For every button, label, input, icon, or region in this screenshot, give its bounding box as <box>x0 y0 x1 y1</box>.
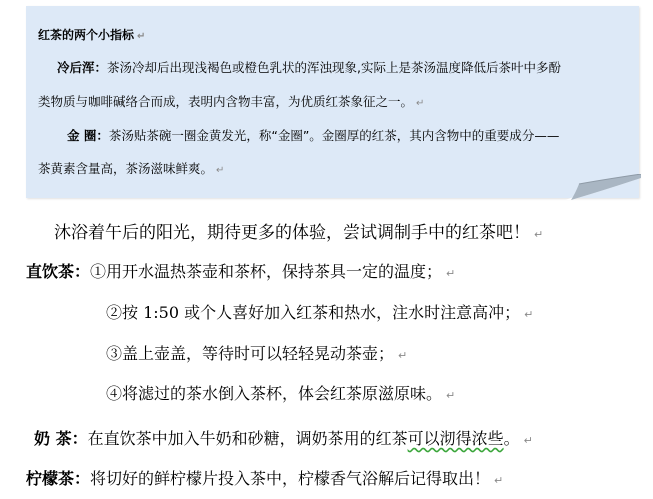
paragraph-mark: ↵ <box>524 308 534 321</box>
page-curl-fold <box>565 174 641 200</box>
straight-tea-step3: ③盖上壶盖，等待时可以轻轻晃动茶壶； ↵ <box>106 344 408 363</box>
paragraph-mark: ↵ <box>494 474 504 487</box>
milk-tea-label: 奶 茶： <box>34 429 88 448</box>
note-title: 红茶的两个小指标 ↵ <box>38 28 146 42</box>
paragraph-mark: ↵ <box>216 165 225 176</box>
lemon-tea-line: 柠檬茶：将切好的鲜柠檬片投入茶中，柠檬香气浴解后记得取出！ ↵ <box>26 469 504 488</box>
note-term-gold-ring: 金 圈： <box>67 128 109 143</box>
paragraph-mark: ↵ <box>523 434 533 447</box>
note-term-cold-cloud: 冷后浑： <box>57 60 108 75</box>
straight-tea-step2: ②按 1:50 或个人喜好加入红茶和热水，注水时注意高冲； ↵ <box>106 303 534 322</box>
paragraph-mark: ↵ <box>416 98 425 109</box>
intro-text: 沐浴着午后的阳光，期待更多的体验，尝试调制手中的红茶吧！ ↵ <box>54 223 544 243</box>
paragraph-mark: ↵ <box>398 349 408 362</box>
straight-tea-step4: ④将滤过的茶水倒入茶杯，体会红茶原滋原味。 ↵ <box>106 384 456 403</box>
note-item-gold-ring-cont: 茶黄素含量高，茶汤滋味鲜爽。 ↵ <box>38 161 225 176</box>
paragraph-mark: ↵ <box>446 267 456 280</box>
paragraph-mark: ↵ <box>446 389 456 402</box>
milk-tea-line: 奶 茶：在直饮茶中加入牛奶和砂糖，调奶茶用的红茶可以沏得浓些。 ↵ <box>34 429 533 448</box>
note-item-cold-cloud: 冷后浑：茶汤冷却后出现浅褐色或橙色乳状的浑浊现象,实际上是茶汤温度降低后茶叶中多酚 <box>57 60 561 75</box>
lemon-tea-label: 柠檬茶： <box>26 469 91 488</box>
paragraph-mark: ↵ <box>534 228 544 241</box>
grammar-flag: 可以沏得浓些 <box>407 429 504 448</box>
straight-tea-label: 直饮茶： <box>26 262 91 281</box>
note-item-cold-cloud-cont: 类物质与咖啡碱络合而成，表明内含物丰富，为优质红茶象征之一。 ↵ <box>38 94 425 109</box>
straight-tea-step1: 直饮茶：①用开水温热茶壶和茶杯，保持茶具一定的温度； ↵ <box>26 262 456 281</box>
note-item-gold-ring: 金 圈：茶汤贴茶碗一圈金黄发光，称“金圈”。金圈厚的红茶，其内含物中的重要成分—— <box>67 128 560 143</box>
paragraph-mark: ↵ <box>137 31 146 42</box>
tea-indicators-note <box>26 6 639 198</box>
